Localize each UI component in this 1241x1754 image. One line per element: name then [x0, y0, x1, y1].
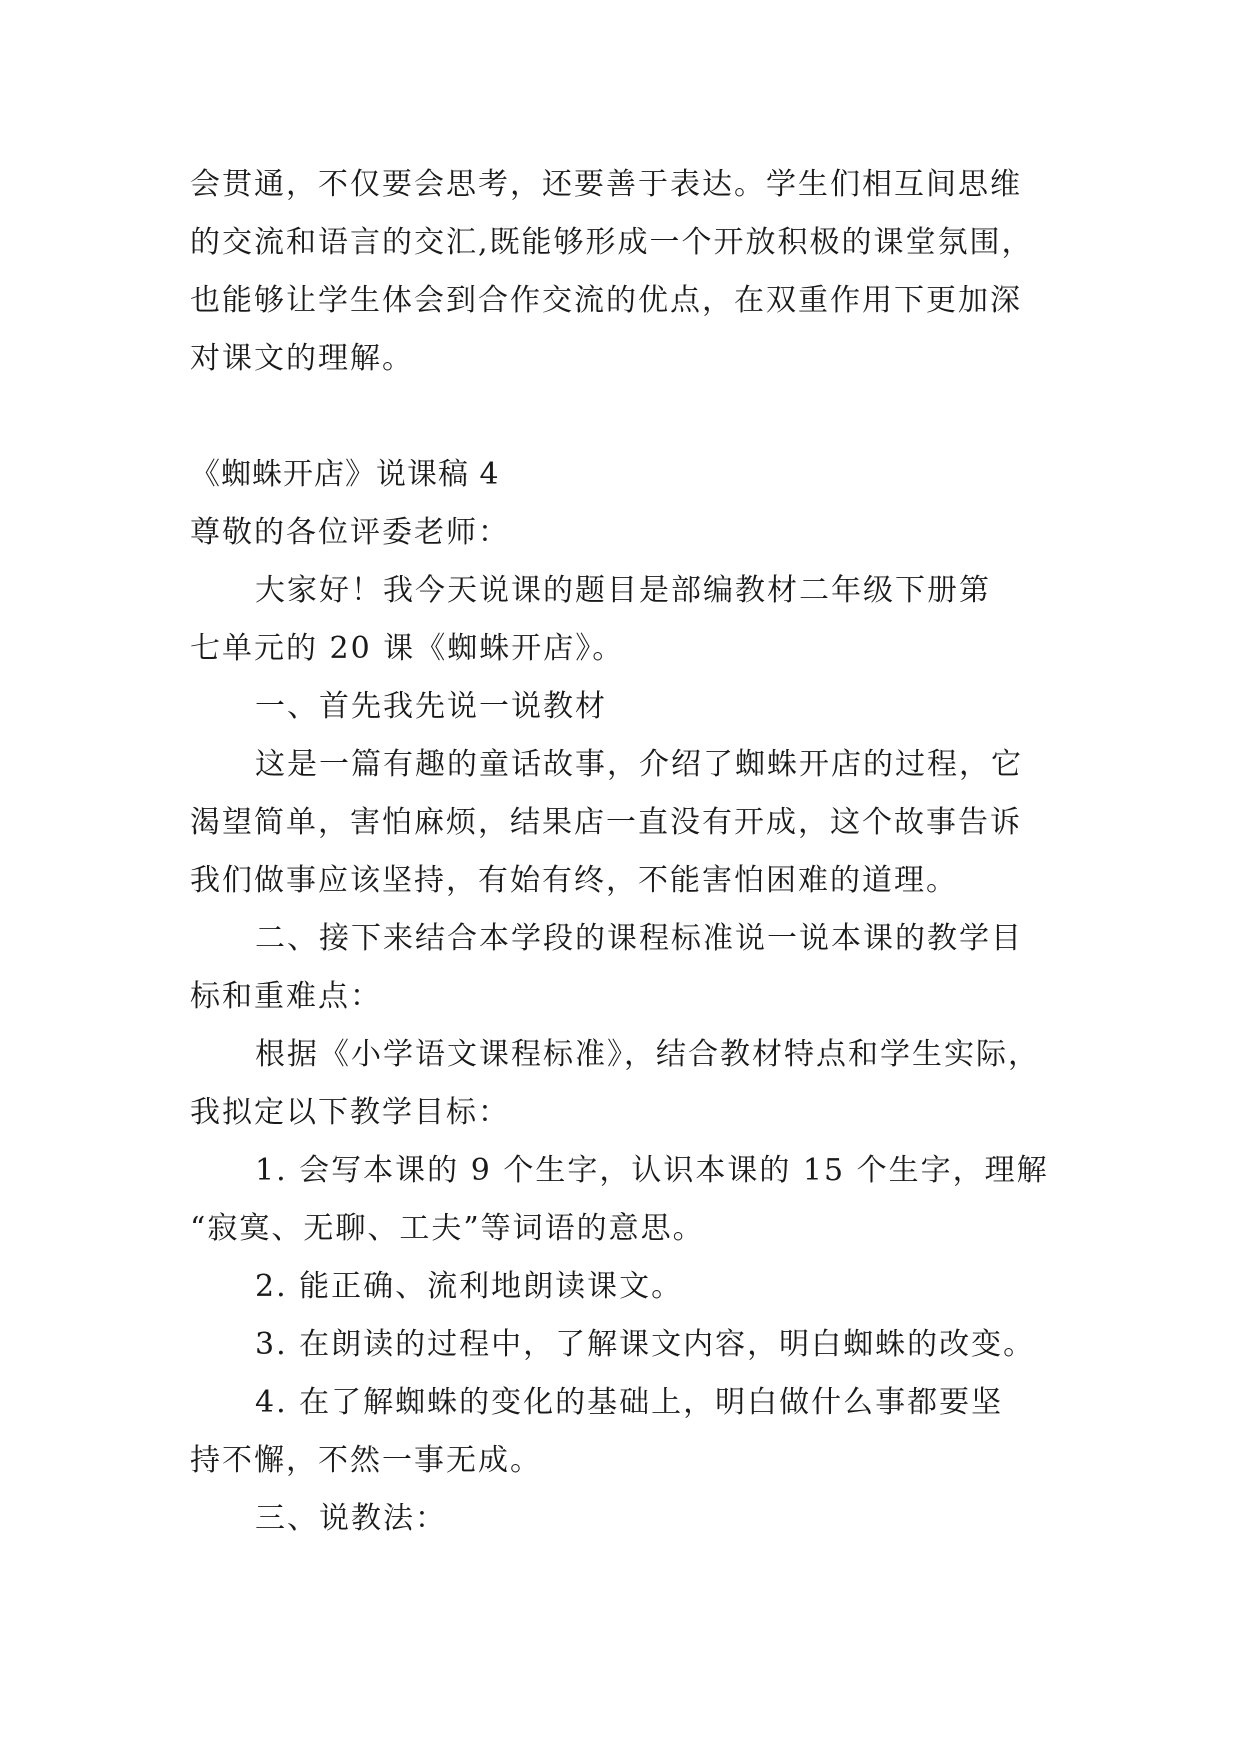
goal-4-line-2: 持不懈，不然一事无成。 — [190, 1443, 542, 1478]
part1-body-line-2: 渴望简单，害怕麻烦，结果店一直没有开成，这个故事告诉 — [190, 805, 1022, 840]
salutation: 尊敬的各位评委老师： — [190, 515, 510, 550]
goal-3: 3. 在朗读的过程中，了解课文内容，明白蜘蛛的改变。 — [255, 1327, 1036, 1362]
part2-heading-line-2: 标和重难点： — [190, 979, 382, 1014]
continuation-line-4: 对课文的理解。 — [190, 341, 414, 376]
part1-body-line-1: 这是一篇有趣的童话故事，介绍了蜘蛛开店的过程，它 — [255, 747, 1023, 782]
intro-line-2: 七单元的 20 课《蜘蛛开店》。 — [190, 631, 625, 666]
part2-intro-line-1: 根据《小学语文课程标准》，结合教材特点和学生实际， — [255, 1037, 1040, 1072]
goal-1-line-1: 1. 会写本课的 9 个生字，认识本课的 15 个生字，理解 — [255, 1153, 1049, 1188]
continuation-line-3: 也能够让学生体会到合作交流的优点，在双重作用下更加深 — [190, 283, 1022, 318]
section-title: 《蜘蛛开店》说课稿 4 — [190, 457, 500, 492]
continuation-line-2: 的交流和语言的交汇,既能够形成一个开放积极的课堂氛围， — [190, 225, 1034, 260]
goal-2: 2. 能正确、流利地朗读课文。 — [255, 1269, 684, 1304]
part2-heading-line-1: 二、接下来结合本学段的课程标准说一说本课的教学目 — [255, 921, 1023, 956]
part3-heading: 三、说教法： — [255, 1501, 447, 1536]
intro-line-1: 大家好！我今天说课的题目是部编教材二年级下册第 — [255, 573, 991, 608]
continuation-line-1: 会贯通，不仅要会思考，还要善于表达。学生们相互间思维 — [190, 167, 1022, 202]
part1-heading: 一、首先我先说一说教材 — [255, 689, 607, 724]
goal-4-line-1: 4. 在了解蜘蛛的变化的基础上，明白做什么事都要坚 — [255, 1385, 1004, 1420]
part1-body-line-3: 我们做事应该坚持，有始有终，不能害怕困难的道理。 — [190, 863, 958, 898]
part2-intro-line-2: 我拟定以下教学目标： — [190, 1095, 510, 1130]
goal-1-line-2: “寂寞、无聊、工夫”等词语的意思。 — [190, 1211, 705, 1246]
